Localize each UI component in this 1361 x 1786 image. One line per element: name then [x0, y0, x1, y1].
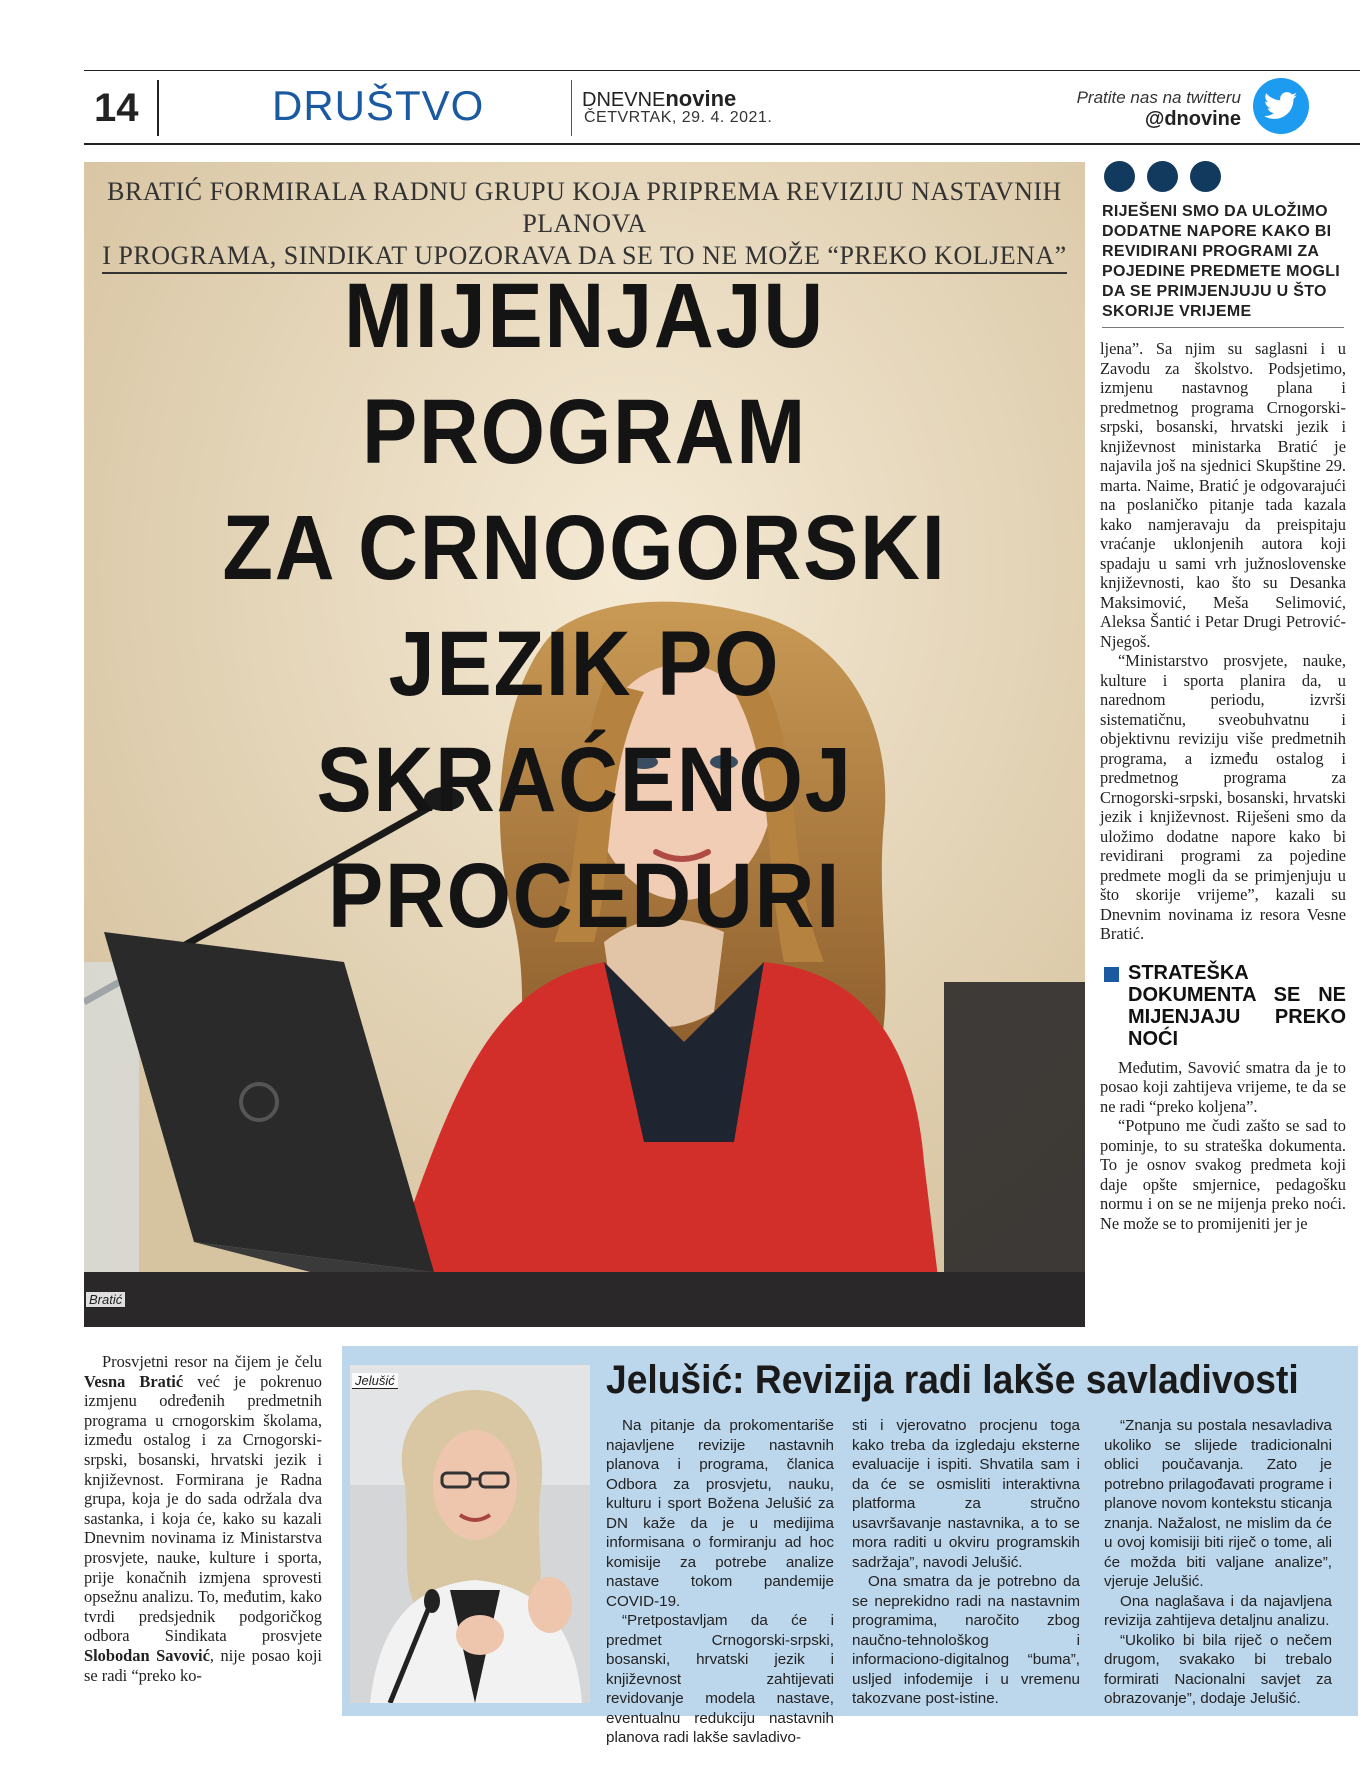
pull-quote: RIJEŠENI SMO DA ULOŽIMO DODATNE NAPORE KAKO BI REVIDIRANI PROGRAMI ZA POJEDINE PREDMETE MOGLI DA SE PRIMJENJUJU U ŠTO SKORIJE VRIJEME — [1102, 203, 1341, 320]
subheading: STRATEŠKA DOKUMENTA SE NE MIJENJAJU PREKO NOĆI — [1100, 962, 1346, 1050]
decorative-dots — [1104, 161, 1221, 192]
right-column — [1100, 339, 1346, 1233]
box-paragraph: “Pretpostavljam da će i predmet Crnogorski-srpski, bosanski, hrvatski jezik i književnost zahtijevati revidovanje modela nastave, eventualnu redukciju nastavnih planova radi lakše savladivo- — [606, 1612, 834, 1746]
box-column-1 — [606, 1416, 834, 1748]
twitter-bird-icon — [1264, 92, 1298, 120]
box-paragraph: “Ukoliko bi bila riječ o nečem drugom, svakako bi trebalo formirati Nacionalni savjet za obrazovanje”, dodaje Jelušić. — [1104, 1631, 1332, 1707]
headline-line-1: MIJENJAJU PROGRAM — [344, 265, 825, 483]
right-paragraph-4: “Potpuno me čudi zašto se sad to pominje, to su strateška dokumenta. To je osnov svakog predmeta koji daje opšte smjernice, pedagošku normu i on se ne mijenja preko noći. Ne može se to promijeniti jer je — [1100, 1116, 1346, 1233]
twitter-label: Pratite nas na twitteru — [1076, 88, 1241, 107]
header-divider — [571, 80, 572, 136]
brand-suffix: novine — [665, 86, 737, 111]
left-column — [84, 1352, 322, 1685]
header-bottom-rule — [84, 143, 1360, 145]
header-top-rule — [84, 70, 1360, 71]
box-paragraph: “Znanja su postala nesavladiva ukoliko se slijede tradicionalni oblici poučavanja. Zato je potrebno prilagođavati programe i planove novom kontekstu sticanja znanja. Nažalost, ne mislim da će u ovoj komisiji biti riječ o tome, ali će možda biti valjane analize”, vjeruje Jelušić. — [1104, 1417, 1332, 1590]
left-bold-name-1: Vesna Bratić — [84, 1371, 184, 1391]
box-column-3 — [1104, 1416, 1332, 1709]
header-divider — [157, 80, 159, 136]
twitter-handle[interactable]: @dnovine — [1144, 108, 1241, 130]
box-paragraph: Ona smatra da je potrebno da se neprekidno radi na nastavnim programima, naročito zbog naučno-tehnološkog i informaciono-digitalnog “buma”, usljed infodemije i u vremenu takozvane post-istine. — [852, 1573, 1080, 1707]
left-text-2: već je pokrenuo izmjenu određenih predmetnih programa u crnogorskim školama, između ostalog i za Crnogorski-srpski, bosanski, hrvatski jezik i književnost. Formirana je Radna grupa, koja je do sada održala dva sastanka, i koja će, kako su kazali Dnevnim novinama iz Ministarstva prosvjete, nauke, kulture i sporta, prije konačnih izmjena sprovesti opsežnu analizu. To, međutim, kako tvrdi predsjednik podgoričkog odbora Sindikata prosvjete — [84, 1371, 322, 1646]
brand-prefix: DNEVNE — [582, 89, 666, 111]
right-paragraph-1: ljena”. Sa njim su saglasni i u Zavodu za školstvo. Podsjetimo, izmjenu nastavnog plana i predmetnog programa Crnogorski-srpski, bosanski, hrvatski jezik i književnost ministarka Bratić je najavila još na sjednici Skupštine 29. marta. Naime, Bratić je odgovarajući na poslaničko pitanje tada kazala kako namjeravaju da preispitaju vraćanje uklonjenih autora koji spadaju u sami vrh južnoslovenske književnosti, kao što su Desanka Maksimović, Meša Selimović, Aleksa Šantić i Petar Drugi Petrović-Njegoš. — [1100, 339, 1346, 651]
headline-line-2: ZA CRNOGORSKI JEZIK PO — [222, 497, 947, 715]
box-column-2 — [852, 1416, 1080, 1709]
jelusic-illustration — [350, 1365, 590, 1703]
page-number: 14 — [94, 86, 139, 130]
box-paragraph: sti i vjerovatno procjenu toga kako treba da izgledaju eksterne evaluacije i ispiti. Shvatila sam i da će se osmisliti interaktivna platforma za stručno usavršavanje nastavnika, a to se mora raditi u okviru programskih sadržaja”, navodi Jelušić. — [852, 1417, 1080, 1571]
left-bold-name-2: Slobodan Savović — [84, 1645, 210, 1665]
jelusic-photo-caption: Jelušić — [352, 1373, 398, 1389]
left-text-1: Prosvjetni resor na čijem je čelu — [102, 1352, 322, 1371]
right-paragraph-2: “Ministarstvo prosvjete, nauke, kulture i sporta planira da, u narednom periodu, izvrši sistematičnu, sveobuhvatnu i objektivnu reviziju više predmetnih programa, a između ostalog i predmetnog programa za Crnogorski-srpski, bosanski, hrvatski jezik i književnost. Riješeni smo da uložimo dodatne napore kako bi revidirani programi za pojedine predmete mogli da se primjenjuju u što skorije vrijeme”, kazali su Dnevnim novinama iz resora Vesne Bratić. — [1100, 651, 1346, 943]
jelusic-photo — [350, 1365, 590, 1703]
headline-line-3: SKRAĆENOJ PROCEDURI — [316, 729, 853, 947]
left-paragraph — [84, 1352, 322, 1685]
box-paragraph: Na pitanje da prokomentariše najavljene revizije nastavnih planova i programa, članica Odbora za prosvjetu, nauku, kulturu i sport Božena Jelušić za DN kaže da je u medijima informisana o formiranju ad hoc komisije za potrebe analize nastave tokom pandemije COVID-19. — [606, 1417, 834, 1610]
section-title: DRUŠTVO — [272, 82, 485, 129]
kicker-line-1: BRATIĆ FORMIRALA RADNU GRUPU KOJA PRIPREMA REVIZIJU NASTAVNIH PLANOVA — [107, 177, 1062, 238]
box-paragraph: Ona naglašava i da najavljena revizija zahtijeva detaljnu analizu. — [1104, 1592, 1332, 1629]
headline — [134, 258, 1035, 954]
pull-quote-rule — [1102, 327, 1344, 328]
photo-caption: Bratić — [86, 1292, 125, 1308]
issue-date: ČETVRTAK, 29. 4. 2021. — [584, 109, 773, 126]
box-title: Jelušić: Revizija radi lakše savladivosti — [606, 1358, 1299, 1402]
kicker-line-2: I PROGRAMA, SINDIKAT UPOZORAVA DA SE TO NE MOŽE “PREKO KOLJENA” — [102, 240, 1066, 274]
left-text-3: , nije posao koji se radi “preko ko- — [84, 1645, 322, 1685]
right-paragraph-3: Međutim, Savović smatra da je to posao koji zahtijeva vrijeme, te da se ne radi “preko koljena”. — [1100, 1057, 1346, 1116]
twitter-icon[interactable] — [1253, 78, 1309, 134]
